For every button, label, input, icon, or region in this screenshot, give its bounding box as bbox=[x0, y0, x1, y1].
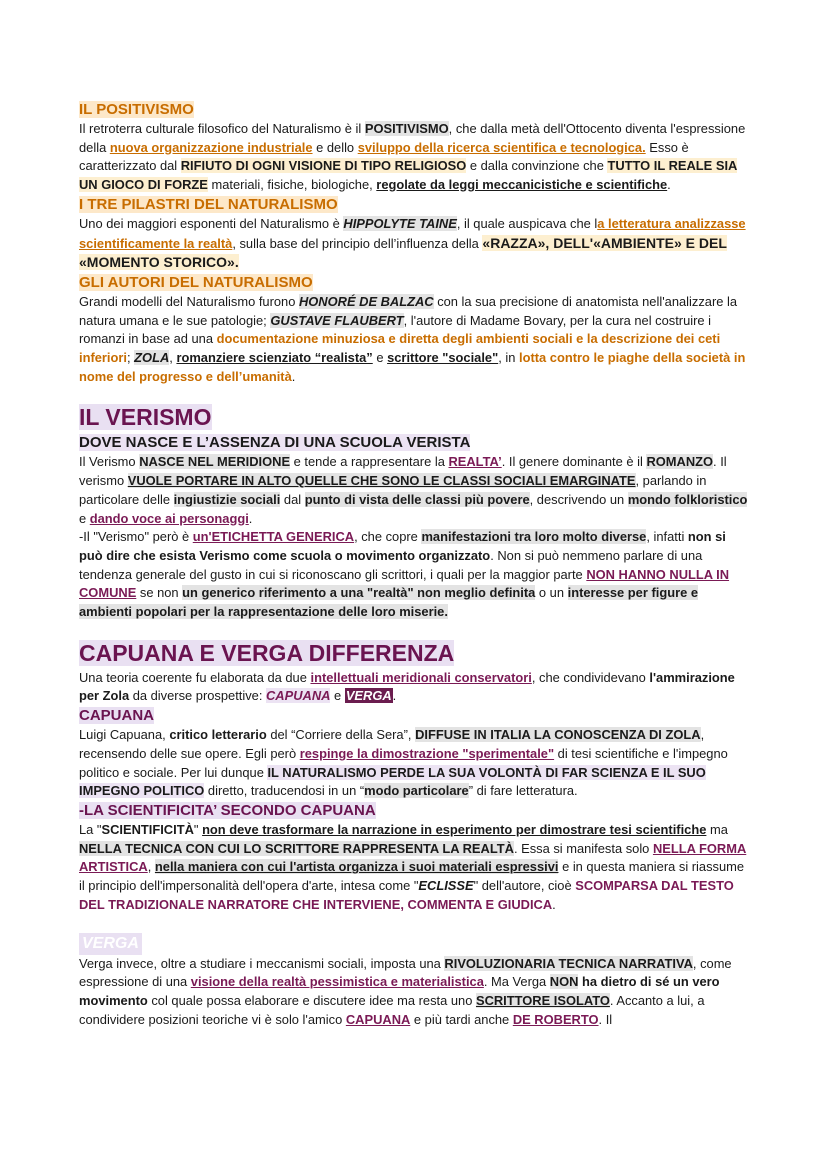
text-run: romanziere scienziato “realista” bbox=[176, 350, 373, 366]
text-run: «RAZZA», DELL'«AMBIENTE» E DEL «MOMENTO STORICO». bbox=[79, 234, 727, 271]
text-run: dando voce ai personaggi bbox=[89, 510, 249, 526]
text-run: NELLA FORMA ARTISTICA bbox=[79, 840, 747, 875]
paragraph-differenza bbox=[79, 669, 751, 706]
paragraph-scientificita bbox=[79, 821, 751, 915]
text-run: e tende a rappresentare la bbox=[290, 454, 449, 470]
heading-positivismo bbox=[79, 100, 751, 120]
text-run: non deve trasformare la narrazione in esperimento per dimostrare tesi scientifiche bbox=[202, 821, 707, 837]
text-run: e dalla convinzione che bbox=[466, 158, 608, 174]
text-run: . bbox=[552, 896, 556, 912]
text-run: nella maniera con cui l'artista organizza i suoi materiali espressivi bbox=[154, 859, 559, 875]
text-run: , infatti bbox=[646, 529, 688, 545]
text-run: Grandi modelli del Naturalismo furono bbox=[79, 293, 299, 309]
text-run: , in bbox=[498, 350, 519, 366]
text-run: ” di fare letteratura. bbox=[468, 783, 578, 799]
text-run: , come espressione di una bbox=[79, 955, 732, 990]
text-run: REALTA’ bbox=[448, 454, 502, 470]
text-run: " bbox=[193, 821, 203, 837]
text-run: CAPUANA E VERGA DIFFERENZA bbox=[79, 639, 455, 666]
notes-content bbox=[79, 100, 751, 1029]
heading-autori bbox=[79, 273, 751, 293]
text-run: . Il verismo bbox=[79, 454, 727, 489]
text-run: POSITIVISMO bbox=[364, 121, 449, 136]
paragraph-pilastri bbox=[79, 215, 751, 273]
text-run: interesse per figure e ambienti popolari per la rappresentazione delle loro miserie. bbox=[79, 585, 699, 620]
text-run: ECLISSE bbox=[418, 878, 474, 894]
text-run: DIFFUSE IN ITALIA LA CONOSCENZA DI ZOLA bbox=[415, 727, 701, 743]
text-run: lotta contro le piaghe della società in nome del progresso e dell’umanità bbox=[79, 350, 746, 384]
text-run: a letteratura analizzasse scientificamente la realtà bbox=[79, 215, 746, 251]
text-run: , parlando in particolare delle bbox=[79, 473, 707, 507]
text-run: La " bbox=[79, 821, 102, 837]
text-run: RIFIUTO DI OGNI VISIONE DI TIPO RELIGIOSO bbox=[180, 158, 467, 174]
text-run: Una teoria coerente fu elaborata da due bbox=[79, 669, 311, 685]
text-run: visione della realtà pessimistica e materialistica bbox=[190, 974, 484, 990]
text-run: materiali, fisiche, biologiche, bbox=[207, 177, 377, 193]
text-run: , che copre bbox=[354, 529, 422, 545]
text-run: . Il bbox=[598, 1011, 613, 1027]
text-run: , recensendo delle sue opere. Egli però bbox=[79, 727, 705, 761]
text-run: sviluppo della ricerca scientifica e tecnologica. bbox=[357, 139, 646, 155]
text-run: regolate da leggi meccanicistiche e scientifiche bbox=[376, 177, 668, 193]
heading-pilastri bbox=[79, 195, 751, 215]
text-run: e dello bbox=[312, 139, 358, 155]
text-run: diretto, traducendosi in un “ bbox=[204, 783, 365, 799]
text-run: . bbox=[667, 177, 671, 193]
text-run: Il retroterra culturale filosofico del Naturalismo è il bbox=[79, 121, 365, 136]
text-run: ROMANZO bbox=[646, 454, 714, 470]
text-run: GUSTAVE FLAUBERT bbox=[270, 312, 404, 328]
text-run: modo particolare bbox=[364, 783, 469, 799]
text-run: " dell'autore, cioè bbox=[473, 878, 576, 894]
text-run: ingiustizie sociali bbox=[173, 491, 281, 507]
text-run: Il Verismo bbox=[79, 454, 140, 470]
text-run: documentazione minuziosa e diretta degli ambienti sociali e la descrizione dei ceti inferiori bbox=[79, 331, 721, 366]
text-run: col quale possa elaborare e discutere idee ma resta uno bbox=[147, 992, 476, 1008]
paragraph-verismo-2 bbox=[79, 528, 751, 622]
text-run: IL NATURALISMO PERDE LA SUA VOLONTÀ DI FAR SCIENZA E IL SUO IMPEGNO POLITICO bbox=[79, 764, 706, 799]
text-run: un'ETICHETTA GENERICA bbox=[192, 529, 355, 545]
text-run: , che dalla metà dell'Ottocento diventa l'espressione della bbox=[79, 121, 746, 155]
text-run: , il quale auspicava che l bbox=[456, 215, 598, 231]
text-run: intellettuali meridionali conservatori bbox=[310, 669, 532, 685]
text-run: HIPPOLYTE TAINE bbox=[343, 215, 457, 231]
text-run: GLI AUTORI DEL NATURALISMO bbox=[79, 273, 313, 291]
text-run: TUTTO IL REALE SIA UN GIOCO DI FORZE bbox=[79, 158, 738, 193]
text-run: VUOLE PORTARE IN ALTO QUELLE CHE SONO LE CLASSI SOCIALI EMARGINATE bbox=[127, 473, 636, 489]
text-run: VERGA bbox=[79, 933, 142, 955]
text-run: ZOLA bbox=[134, 350, 170, 366]
subheading-scuola-verista bbox=[79, 433, 751, 453]
text-run: CAPUANA bbox=[266, 688, 331, 704]
subheading-scientificita bbox=[79, 801, 751, 821]
text-run: CAPUANA bbox=[345, 1011, 411, 1027]
text-run: manifestazioni tra loro molto diverse bbox=[421, 529, 647, 545]
heading-verga bbox=[79, 933, 751, 955]
text-run: VERGA bbox=[345, 688, 392, 704]
text-run: dal bbox=[280, 491, 305, 507]
text-run: NELLA TECNICA CON CUI LO SCRITTORE RAPPRESENTA LA REALTÀ bbox=[79, 840, 514, 856]
text-run: punto di vista delle classi più povere bbox=[304, 491, 530, 507]
text-run: CAPUANA bbox=[79, 707, 154, 725]
text-run: Luigi Capuana, bbox=[79, 727, 170, 743]
heading-differenza bbox=[79, 638, 751, 669]
text-run: SCOMPARSA DAL TESTO DEL TRADIZIONALE NARRATORE CHE INTERVIENE, COMMENTA E GIUDICA bbox=[79, 878, 734, 912]
text-run: NASCE NEL MERIDIONE bbox=[139, 454, 291, 470]
text-run: se non bbox=[136, 585, 183, 601]
text-run: . Essa si manifesta solo bbox=[513, 840, 653, 856]
text-run: ; bbox=[127, 350, 135, 366]
paragraph-positivismo bbox=[79, 120, 751, 195]
text-run: DE ROBERTO bbox=[512, 1011, 599, 1027]
text-run: DOVE NASCE E L’ASSENZA DI UNA SCUOLA VERISTA bbox=[79, 434, 471, 452]
text-run: NON bbox=[549, 974, 579, 990]
text-run: Verga invece, oltre a studiare i meccanismi sociali, imposta una bbox=[79, 955, 445, 971]
text-run: mondo folkloristico bbox=[627, 491, 748, 507]
text-run: , bbox=[169, 350, 177, 366]
text-run: , bbox=[147, 859, 155, 875]
text-run: NON HANNO NULLA IN COMUNE bbox=[79, 566, 730, 601]
text-run: IL POSITIVISMO bbox=[79, 101, 194, 118]
text-run: SCRITTORE ISOLATO bbox=[475, 992, 610, 1008]
text-run: e bbox=[372, 350, 388, 366]
text-run: -LA SCIENTIFICITA’ SECONDO CAPUANA bbox=[79, 801, 376, 819]
text-run: di tesi scientifiche e l'impegno politico e sociale. Per lui dunque bbox=[79, 745, 728, 780]
text-run: , l'autore di Madame Bovary, per la cura nel costruire i romanzi in base ad una bbox=[79, 312, 712, 347]
text-run: e bbox=[79, 510, 90, 526]
text-run: respinge la dimostrazione "sperimentale" bbox=[299, 745, 555, 761]
text-run: e in questa maniera si riassume il principio dell'impersonalità dell'opera d'arte, intesa come " bbox=[79, 859, 745, 894]
text-run: . Non si può nemmeno parlare di una tendenza generale del gusto in cui si riconoscano gli scrittori, i quali per la maggior parte bbox=[79, 547, 703, 582]
text-run: RIVOLUZIONARIA TECNICA NARRATIVA bbox=[444, 955, 693, 971]
paragraph-verismo-1 bbox=[79, 453, 751, 528]
text-run: , che condividevano bbox=[531, 669, 650, 685]
paragraph-autori bbox=[79, 293, 751, 387]
text-run: . Ma Verga bbox=[483, 974, 550, 990]
text-run: . Il genere dominante è il bbox=[501, 454, 647, 470]
text-run: nuova organizzazione industriale bbox=[109, 139, 313, 155]
heading-capuana bbox=[79, 706, 751, 726]
text-run: e bbox=[330, 688, 345, 704]
text-run: Esso è caratterizzato dal bbox=[79, 139, 689, 174]
text-run: . bbox=[248, 510, 253, 526]
text-run: ma bbox=[706, 821, 728, 837]
text-run: Uno dei maggiori esponenti del Naturalismo è bbox=[79, 215, 344, 231]
text-run: , sulla base del principio dell’influenza della bbox=[232, 235, 483, 251]
text-run: critico letterario bbox=[169, 727, 267, 743]
text-run: non si può dire che esista Verismo come scuola o movimento organizzato bbox=[79, 529, 726, 563]
text-run: SCIENTIFICITÀ bbox=[101, 821, 194, 837]
text-run: ha dietro di sé un vero movimento bbox=[79, 974, 720, 1008]
text-run: . bbox=[392, 688, 397, 704]
text-run: . bbox=[291, 368, 296, 384]
text-run: scrittore "sociale" bbox=[387, 350, 499, 366]
text-run: -Il "Verismo" però è bbox=[79, 529, 193, 545]
text-run: con la sua precisione di anatomista nell'analizzare la natura umana e le sue patologie; bbox=[79, 293, 738, 328]
text-run: HONORÉ DE BALZAC bbox=[298, 293, 434, 309]
text-run: I TRE PILASTRI DEL NATURALISMO bbox=[79, 195, 338, 213]
text-run: del “Corriere della Sera”, bbox=[266, 727, 416, 743]
text-run: l'ammirazione per Zola bbox=[79, 669, 735, 704]
paragraph-verga bbox=[79, 955, 751, 1030]
paragraph-capuana bbox=[79, 726, 751, 801]
text-run: . Accanto a lui, a condividere posizioni teoriche vi è solo l'amico bbox=[79, 992, 705, 1027]
heading-verismo bbox=[79, 402, 751, 433]
text-run: o un bbox=[535, 585, 568, 601]
text-run: da diverse prospettive: bbox=[129, 688, 266, 704]
text-run: e più tardi anche bbox=[410, 1011, 513, 1027]
text-run: IL VERISMO bbox=[79, 404, 212, 431]
text-run: un generico riferimento a una "realtà" non meglio definita bbox=[182, 585, 536, 601]
text-run: , descrivendo un bbox=[529, 491, 628, 507]
